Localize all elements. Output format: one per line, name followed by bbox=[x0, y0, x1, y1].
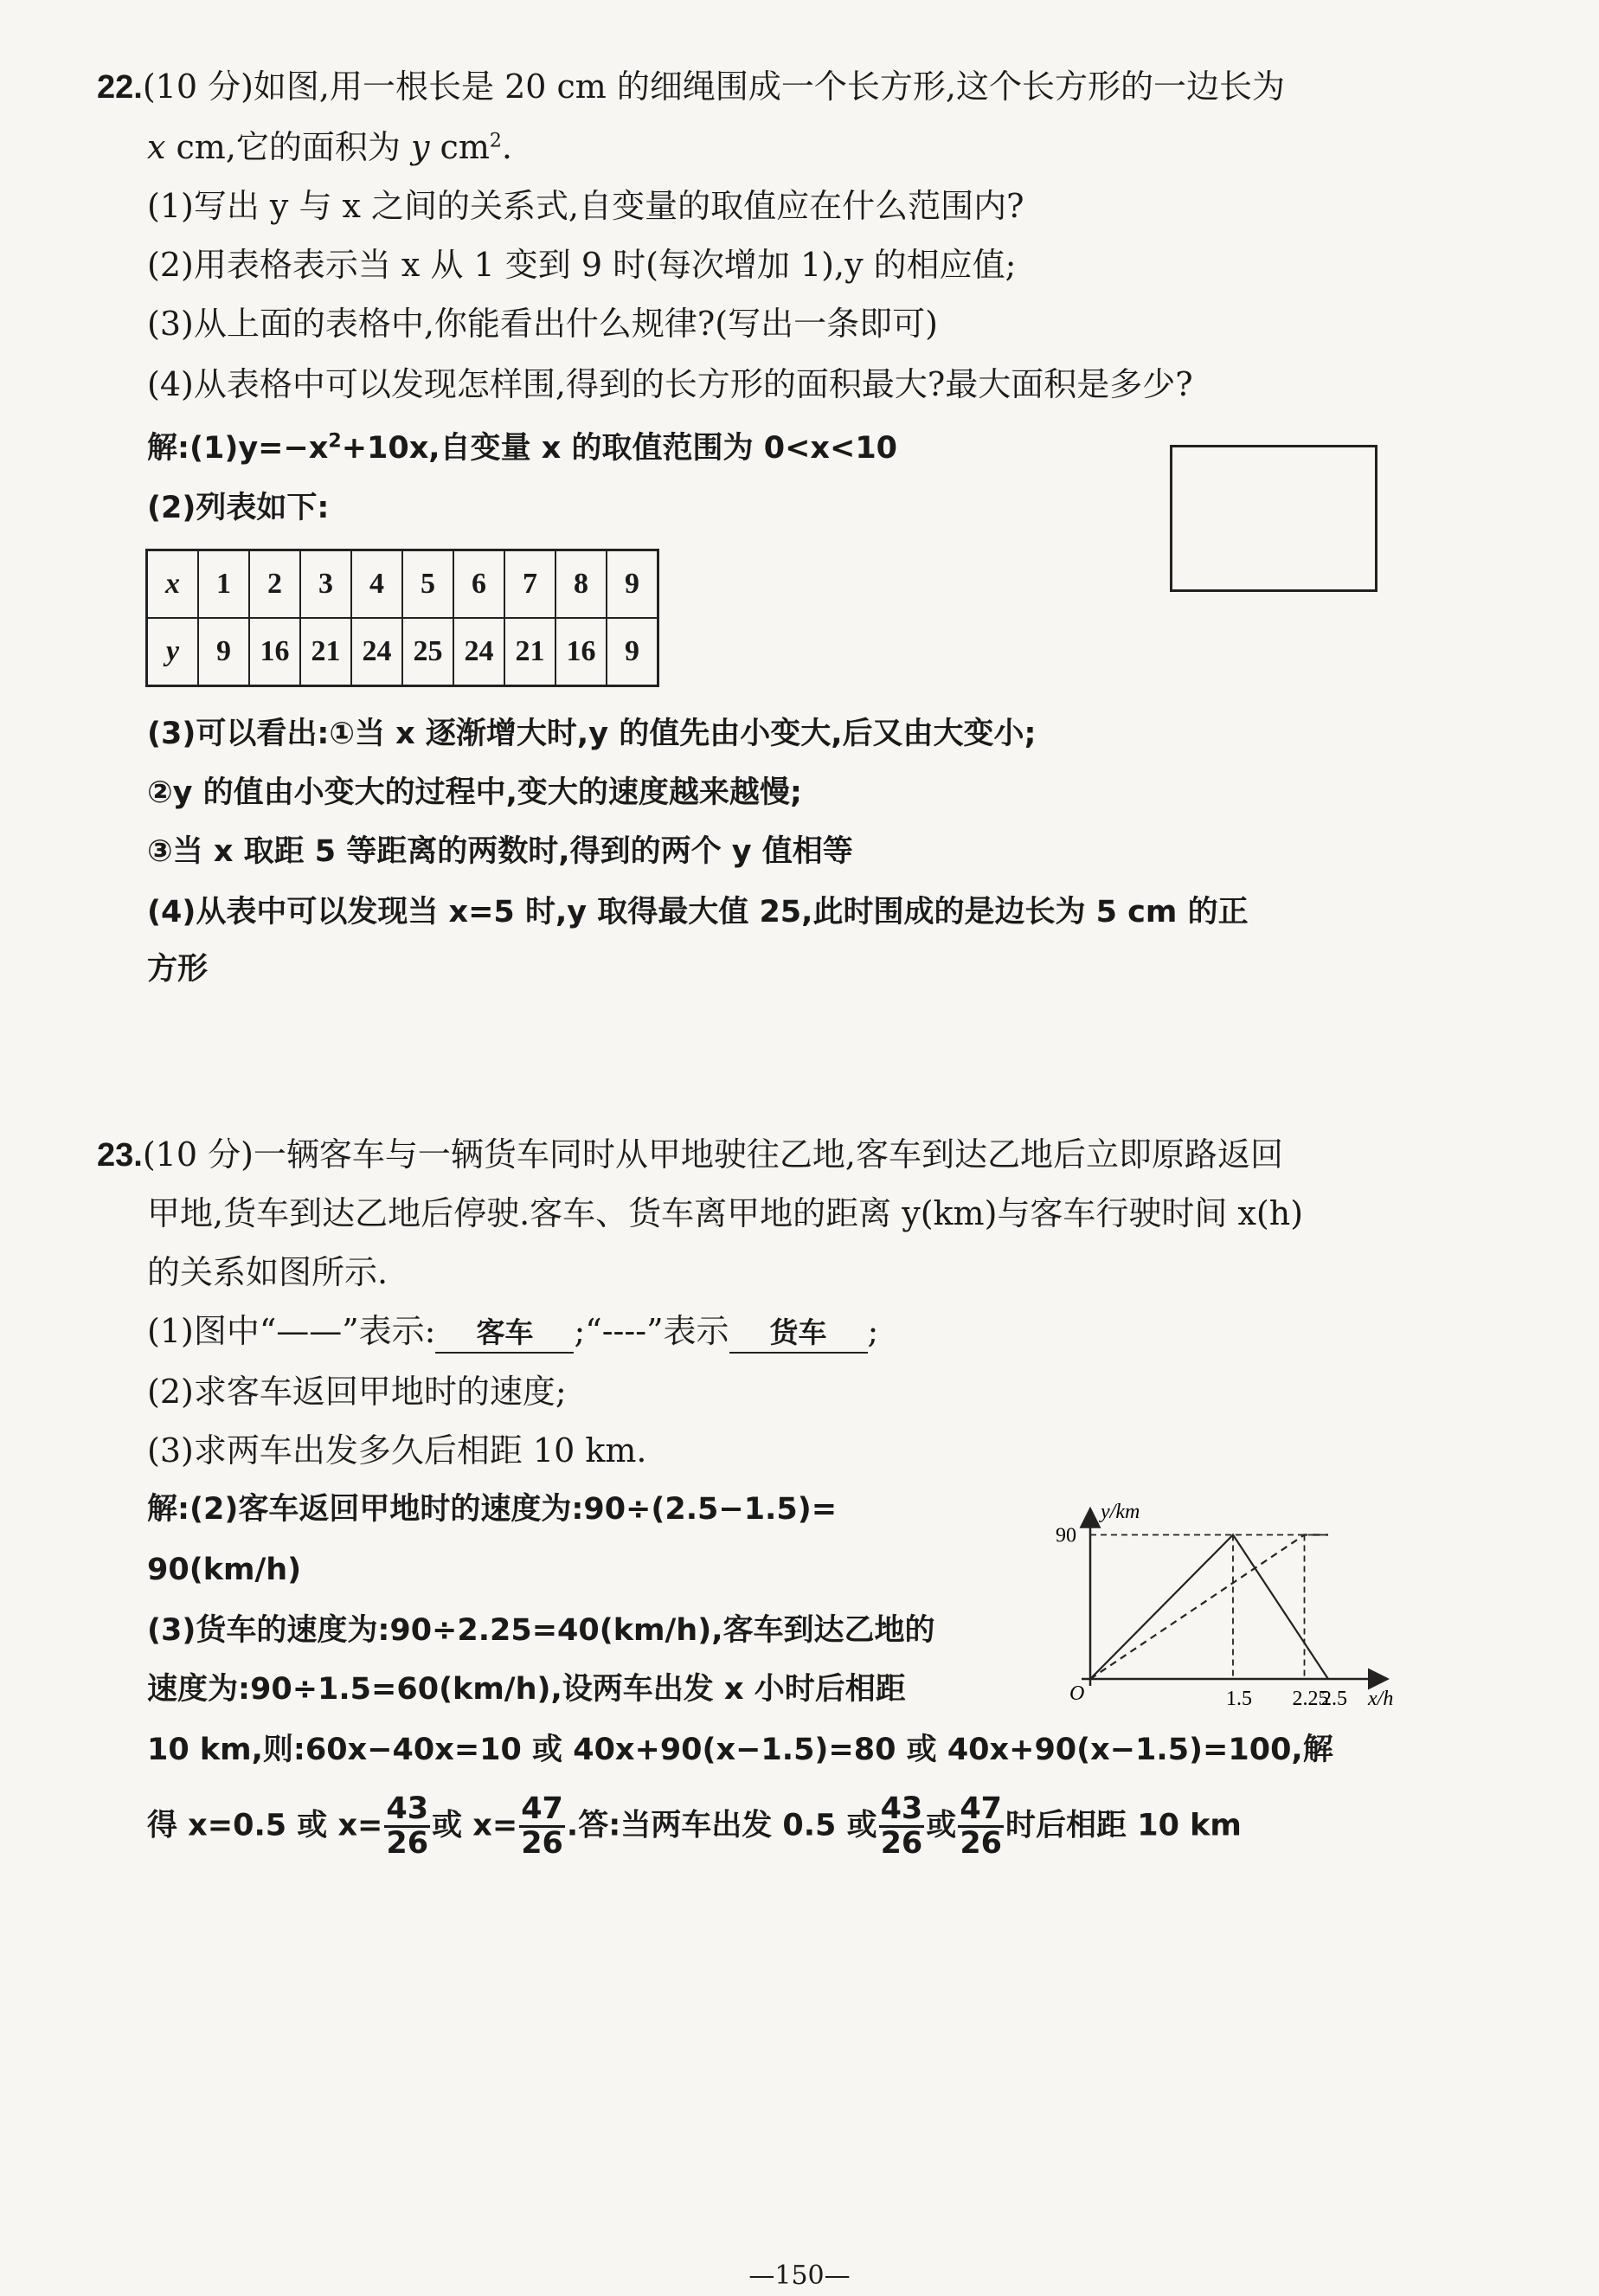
q23-stem-line1 bbox=[97, 1134, 1283, 1177]
q22-solution-2: (2)列表如下: bbox=[147, 491, 330, 525]
q23-solution-2b: 90(km/h) bbox=[147, 1553, 302, 1587]
q23-solution-3c: 10 km,则:60x−40x=10 或 40x+90(x−1.5)=80 或 40x+90(x−1.5)=100,解 bbox=[147, 1733, 1333, 1767]
exponent: 2 bbox=[489, 130, 502, 152]
fraction bbox=[519, 1793, 565, 1860]
answer-blank-2: 货车 bbox=[729, 1315, 868, 1354]
fraction-numerator: 43 bbox=[386, 1791, 429, 1826]
table-cell: 24 bbox=[453, 618, 504, 686]
q22-solution-3c: ③当 x 取距 5 等距离的两数时,得到的两个 y 值相等 bbox=[147, 834, 853, 869]
sol1-text: 解:(1)y=−x bbox=[147, 431, 329, 466]
table-cell: 21 bbox=[504, 618, 555, 686]
fraction bbox=[958, 1793, 1004, 1860]
q23-part1 bbox=[147, 1310, 878, 1354]
q23-number: 23. bbox=[97, 1137, 143, 1174]
table-cell: 5 bbox=[402, 550, 453, 619]
table-cell: 6 bbox=[453, 550, 504, 619]
var-x: x bbox=[147, 128, 166, 166]
table-cell: 3 bbox=[300, 550, 351, 619]
rectangle-figure bbox=[1170, 445, 1377, 592]
x-tick-label: 2.25 bbox=[1292, 1688, 1329, 1710]
q22-stem1: (10 分)如图,用一根长是 20 cm 的细绳围成一个长方形,这个长方形的一边长为 bbox=[142, 68, 1285, 106]
q23-solution-3b: 速度为:90÷1.5=60(km/h),设两车出发 x 小时后相距 bbox=[147, 1672, 906, 1707]
fraction-numerator: 43 bbox=[880, 1791, 923, 1826]
x-tick-label: 1.5 bbox=[1226, 1688, 1252, 1710]
q22-part2: (2)用表格表示当 x 从 1 变到 9 时(每次增加 1),y 的相应值; bbox=[147, 246, 1017, 284]
table-cell: 1 bbox=[198, 550, 249, 619]
sol-text: 时后相距 10 km bbox=[1005, 1808, 1242, 1843]
fraction-denominator: 26 bbox=[386, 1825, 429, 1861]
sol-text: 或 bbox=[926, 1808, 957, 1843]
fraction-numerator: 47 bbox=[521, 1791, 563, 1826]
q22-part3: (3)从上面的表格中,你能看出什么规律?(写出一条即可) bbox=[147, 305, 938, 343]
y-tick-label: 90 bbox=[1056, 1524, 1076, 1547]
table-header-x: x bbox=[147, 550, 199, 619]
q22-solution-1 bbox=[147, 429, 897, 469]
q22-stem-line2 bbox=[147, 126, 512, 169]
q22-solution-4b: 方形 bbox=[147, 952, 209, 987]
q23-part2: (2)求客车返回甲地时的速度; bbox=[147, 1373, 567, 1411]
bus-line bbox=[1090, 1535, 1328, 1680]
table-cell: 9 bbox=[198, 618, 249, 686]
part1-text: (1)图中“——”表示: bbox=[147, 1312, 436, 1350]
q22-solution-4a: (4)从表中可以发现当 x=5 时,y 取得最大值 25,此时围成的是边长为 5 cm 的正 bbox=[147, 895, 1249, 929]
q23-solution-2a: 解:(2)客车返回甲地时的速度为:90÷(2.5−1.5)= bbox=[147, 1492, 838, 1527]
fraction bbox=[879, 1793, 925, 1860]
table-cell: 21 bbox=[300, 618, 351, 686]
y-axis-label: y/km bbox=[1101, 1500, 1140, 1523]
q23-solution-3d bbox=[147, 1793, 1242, 1860]
table-row-x bbox=[147, 550, 658, 619]
q22-part4: (4)从表格中可以发现怎样围,得到的长方形的面积最大?最大面积是多少? bbox=[147, 365, 1193, 403]
q23-stem-line3: 的关系如图所示. bbox=[147, 1253, 389, 1291]
table-row-y bbox=[147, 618, 658, 686]
answer-blank-1: 客车 bbox=[435, 1315, 574, 1354]
truck-line bbox=[1090, 1535, 1328, 1680]
origin-label: O bbox=[1069, 1682, 1085, 1705]
table-cell: 2 bbox=[249, 550, 300, 619]
table-header-y: y bbox=[147, 618, 199, 686]
table-cell: 9 bbox=[607, 550, 658, 619]
fraction-denominator: 26 bbox=[521, 1825, 563, 1861]
part1-text-c: ; bbox=[867, 1312, 879, 1350]
fraction bbox=[384, 1793, 430, 1860]
q22-part1: (1)写出 y 与 x 之间的关系式,自变量的取值应在什么范围内? bbox=[147, 187, 1024, 225]
sol-text: .答:当两车出发 0.5 或 bbox=[566, 1808, 877, 1843]
sol1-text-b: +10x,自变量 x 的取值范围为 0<x<10 bbox=[341, 431, 898, 466]
q22-solution-3b: ②y 的值由小变大的过程中,变大的速度越来越慢; bbox=[147, 775, 802, 810]
q23-stem-line2: 甲地,货车到达乙地后停驶.客车、货车离甲地的距离 y(km)与客车行驶时间 x(h) bbox=[147, 1194, 1304, 1232]
sol-text: 得 x=0.5 或 x= bbox=[147, 1808, 383, 1843]
q22-solution-3a: (3)可以看出:①当 x 逐渐增大时,y 的值先由小变大,后又由大变小; bbox=[147, 717, 1037, 751]
period: . bbox=[501, 128, 512, 166]
table-cell: 8 bbox=[555, 550, 607, 619]
fraction-denominator: 26 bbox=[960, 1825, 1003, 1861]
q22-number: 22. bbox=[97, 69, 143, 106]
table-cell: 9 bbox=[607, 618, 658, 686]
value-table bbox=[145, 549, 659, 687]
unit-text: cm bbox=[429, 128, 490, 166]
sol1-exponent: 2 bbox=[328, 430, 342, 453]
q22-stem-line1 bbox=[97, 66, 1285, 109]
var-y: y bbox=[411, 128, 430, 166]
page-number: —150— bbox=[748, 2261, 851, 2291]
table-cell: 4 bbox=[351, 550, 402, 619]
sol-text: 或 x= bbox=[432, 1808, 518, 1843]
x-axis-label: x/h bbox=[1368, 1688, 1393, 1710]
x-tick-label: 2.5 bbox=[1321, 1688, 1347, 1710]
table-cell: 16 bbox=[555, 618, 607, 686]
distance-time-chart bbox=[1047, 1480, 1393, 1714]
table-cell: 24 bbox=[351, 618, 402, 686]
q23-stem1: (10 分)一辆客车与一辆货车同时从甲地驶往乙地,客车到达乙地后立即原路返回 bbox=[142, 1135, 1283, 1174]
fraction-denominator: 26 bbox=[880, 1825, 923, 1861]
table-cell: 25 bbox=[402, 618, 453, 686]
part1-text-b: ;“----”表示 bbox=[574, 1312, 729, 1350]
stem-text: cm,它的面积为 bbox=[165, 128, 411, 166]
q23-part3: (3)求两车出发多久后相距 10 km. bbox=[147, 1431, 647, 1470]
q23-solution-3a: (3)货车的速度为:90÷2.25=40(km/h),客车到达乙地的 bbox=[147, 1613, 935, 1648]
table-cell: 16 bbox=[249, 618, 300, 686]
fraction-numerator: 47 bbox=[960, 1791, 1003, 1826]
table-cell: 7 bbox=[504, 550, 555, 619]
